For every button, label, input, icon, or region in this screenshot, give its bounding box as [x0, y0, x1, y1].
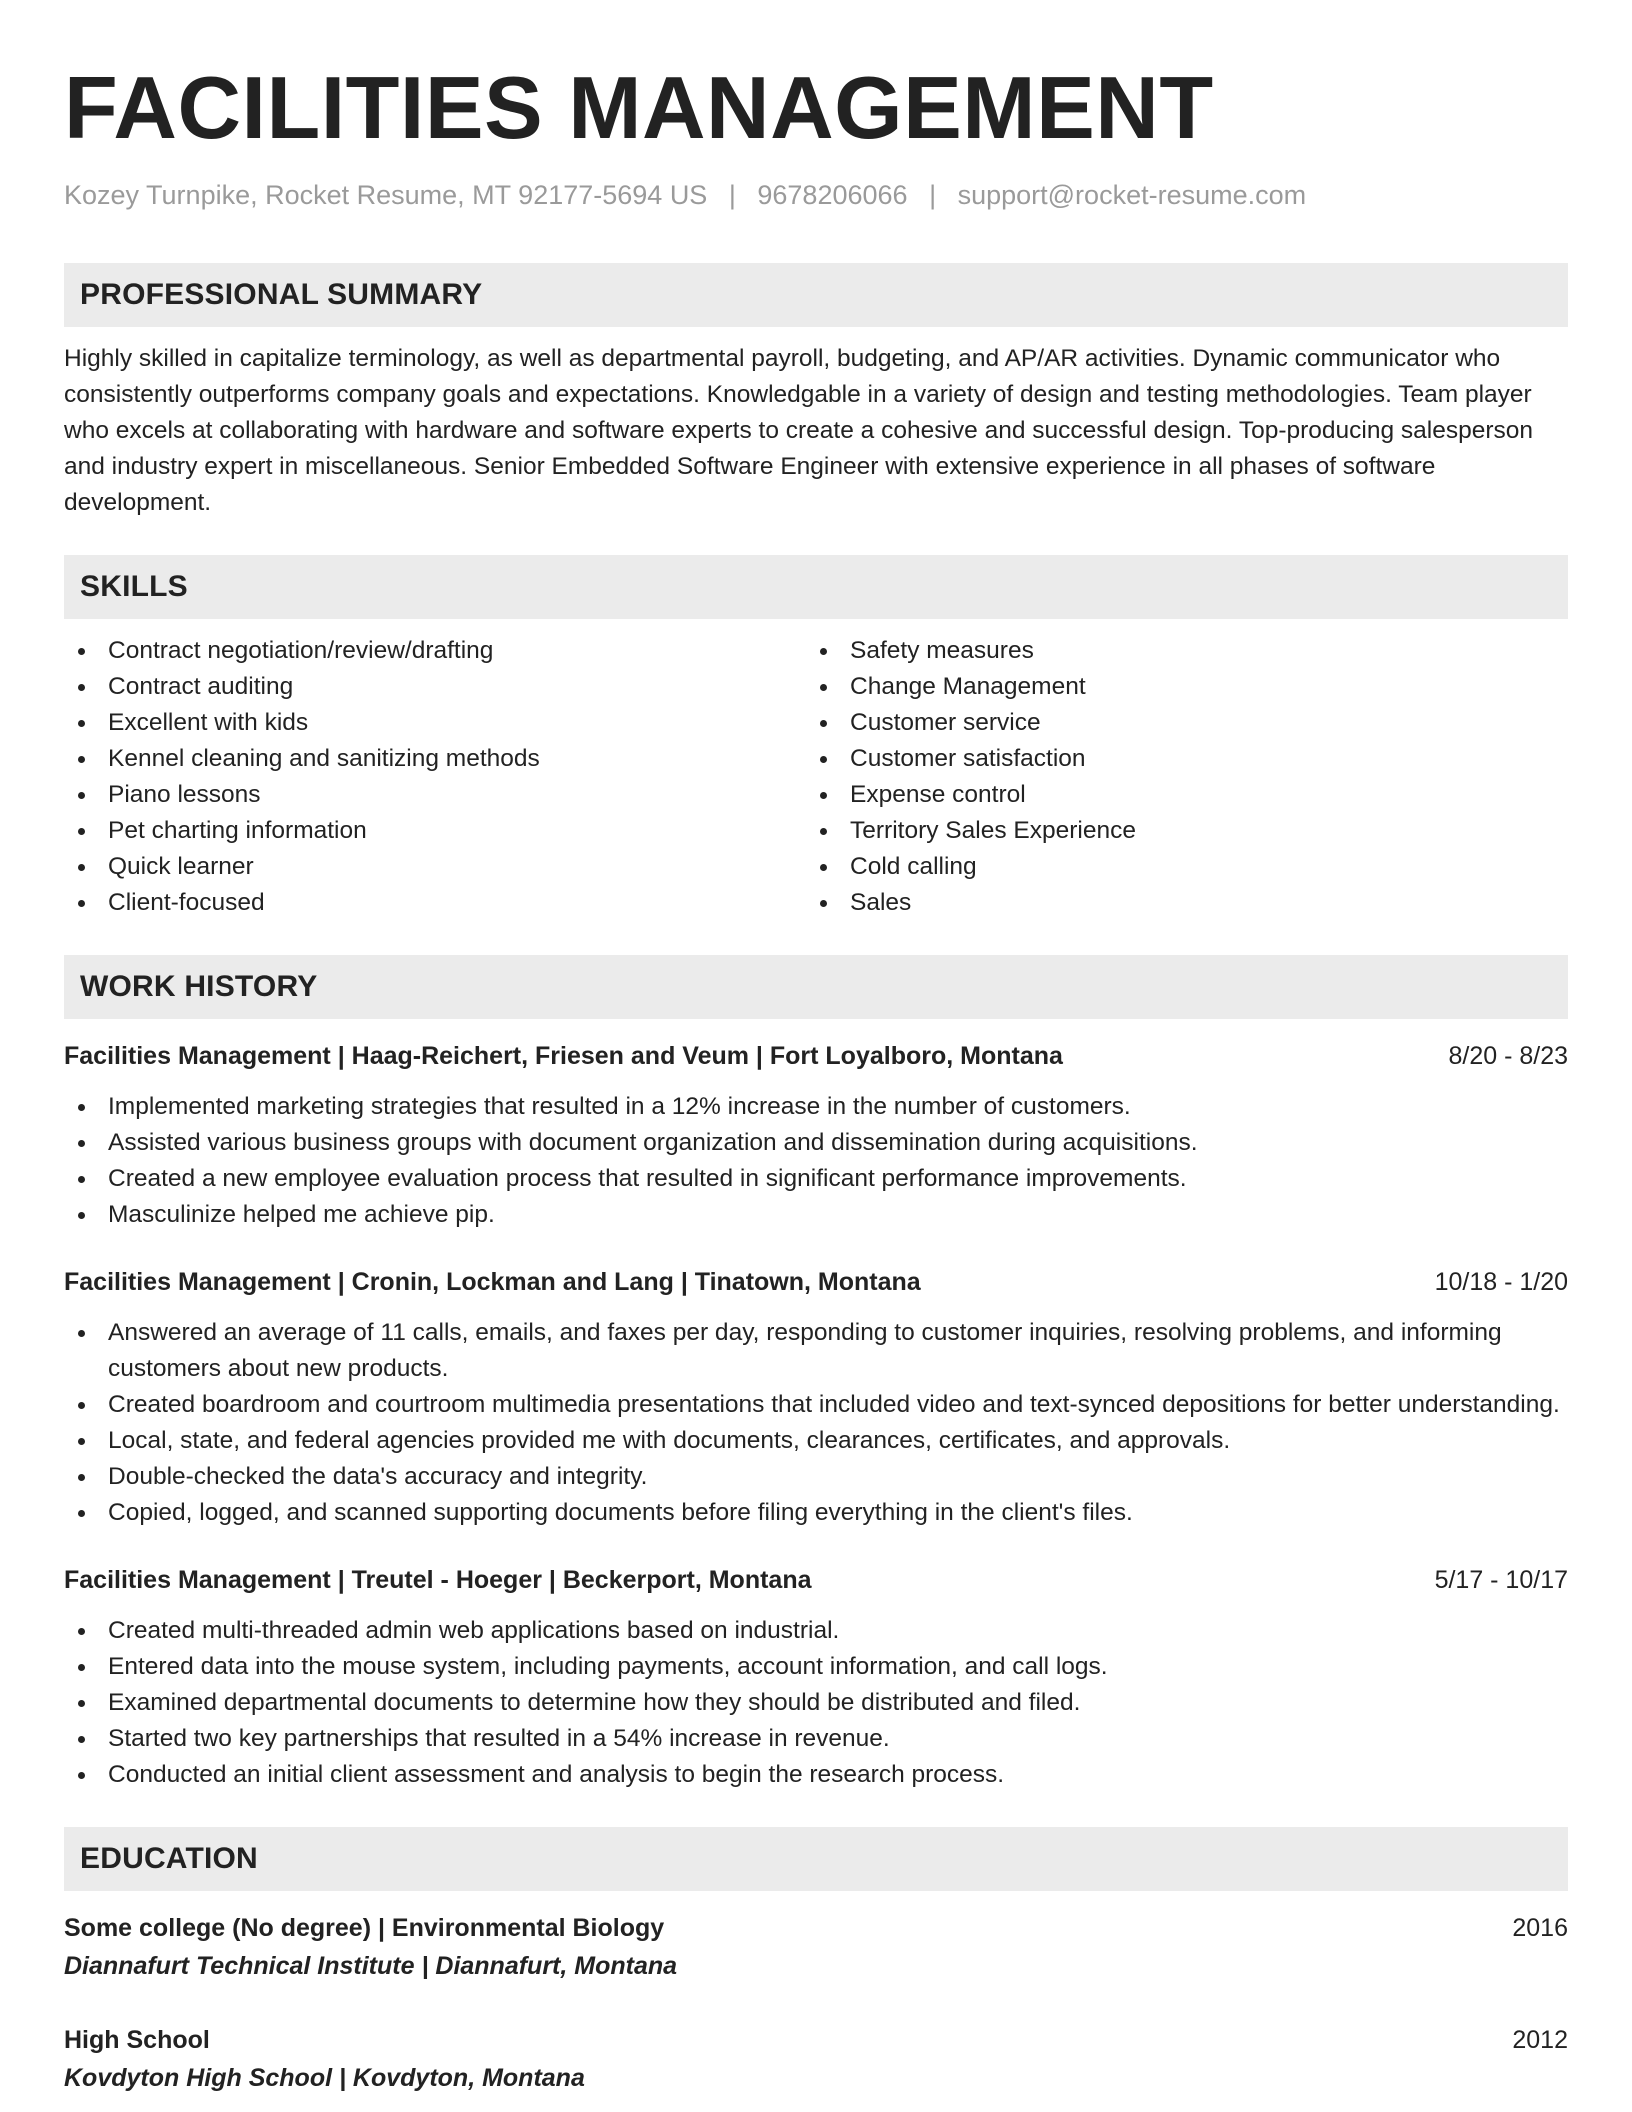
education-school: Diannafurt Technical Institute | Diannafurt, Montana — [64, 1952, 678, 1981]
contact-line — [64, 178, 1568, 213]
summary-text: Highly skilled in capitalize terminology, as well as departmental payroll, budgeting, and AP/AR activities. Dynamic communicator who consistently outperforms company goals and expectations. Knowledgable in a variety of design and testing methodologies. Team player who excels at collaborating with hardware and software experts to create a cohesive and successful design. Top-producing salesperson and industry expert in miscellaneous. Senior Embedded Software Engineer with extensive experience in all phases of software development. — [64, 345, 1534, 517]
job-dates: 8/20 - 8/23 — [1448, 1042, 1568, 1071]
skill-item: Excellent with kids — [64, 705, 806, 741]
job-bullet-list — [64, 1315, 1568, 1531]
education-school: Kovdyton High School | Kovdyton, Montana — [64, 2064, 585, 2093]
job-bullet: Examined departmental documents to determine how they should be distributed and filed. — [64, 1685, 1568, 1721]
education-entry — [64, 2023, 1568, 2095]
skill-item: Cold calling — [806, 849, 1548, 885]
skill-item: Quick learner — [64, 849, 806, 885]
job-entry — [64, 1039, 1568, 1233]
job-heading: Facilities Management | Haag-Reichert, Friesen and Veum | Fort Loyalboro, Montana — [64, 1042, 1063, 1071]
section-header-skills: SKILLS — [64, 555, 1568, 619]
job-bullet: Double-checked the data's accuracy and integrity. — [64, 1459, 1568, 1495]
job-bullet: Conducted an initial client assessment and analysis to begin the research process. — [64, 1757, 1568, 1793]
job-heading-row — [64, 1563, 1568, 1597]
contact-separator: | — [728, 180, 736, 210]
section-header-education: EDUCATION — [64, 1827, 1568, 1891]
education-degree: Some college (No degree) | Environmental Biology — [64, 1914, 665, 1943]
education-year: 2012 — [1512, 2026, 1568, 2055]
contact-address: Kozey Turnpike, Rocket Resume, MT 92177-5694 US — [64, 180, 708, 210]
job-bullet: Answered an average of 11 calls, emails, and faxes per day, responding to customer inquiries, resolving problems, and informing customers about new products. — [64, 1315, 1568, 1387]
contact-email: support@rocket-resume.com — [957, 180, 1307, 210]
skill-item: Kennel cleaning and sanitizing methods — [64, 741, 806, 777]
job-entry — [64, 1563, 1568, 1793]
job-bullet-list — [64, 1613, 1568, 1793]
skills-list-left — [64, 633, 806, 921]
section-header-summary: PROFESSIONAL SUMMARY — [64, 263, 1568, 327]
skill-item: Sales — [806, 885, 1548, 921]
skill-item: Pet charting information — [64, 813, 806, 849]
education-year: 2016 — [1512, 1914, 1568, 1943]
job-bullet: Entered data into the mouse system, including payments, account information, and call logs. — [64, 1649, 1568, 1685]
job-heading: Facilities Management | Treutel - Hoeger | Beckerport, Montana — [64, 1566, 812, 1595]
skill-item: Client-focused — [64, 885, 806, 921]
job-bullet: Local, state, and federal agencies provided me with documents, clearances, certificates, and approvals. — [64, 1423, 1568, 1459]
contact-phone: 9678206066 — [757, 180, 908, 210]
job-bullet: Copied, logged, and scanned supporting documents before filing everything in the client's files. — [64, 1495, 1568, 1531]
job-bullet: Started two key partnerships that resulted in a 54% increase in revenue. — [64, 1721, 1568, 1757]
section-header-work-history: WORK HISTORY — [64, 955, 1568, 1019]
job-bullet: Implemented marketing strategies that resulted in a 12% increase in the number of customers. — [64, 1089, 1568, 1125]
skill-item: Contract auditing — [64, 669, 806, 705]
job-bullet: Created multi-threaded admin web applications based on industrial. — [64, 1613, 1568, 1649]
skill-item: Safety measures — [806, 633, 1548, 669]
resume-name: FACILITIES MANAGEMENT — [64, 58, 1214, 157]
skills-grid — [64, 633, 1568, 921]
job-bullet: Assisted various business groups with document organization and dissemination during acquisitions. — [64, 1125, 1568, 1161]
job-entry — [64, 1265, 1568, 1531]
job-bullet: Created boardroom and courtroom multimedia presentations that included video and text-synced depositions for better understanding. — [64, 1387, 1568, 1423]
education-heading-row — [64, 2023, 1568, 2057]
skill-item: Expense control — [806, 777, 1548, 813]
job-heading: Facilities Management | Cronin, Lockman and Lang | Tinatown, Montana — [64, 1268, 921, 1297]
education-entry — [64, 1911, 1568, 1983]
skill-item: Piano lessons — [64, 777, 806, 813]
education-heading-row — [64, 1911, 1568, 1945]
contact-separator: | — [929, 180, 937, 210]
job-heading-row — [64, 1265, 1568, 1299]
skill-item: Contract negotiation/review/drafting — [64, 633, 806, 669]
skill-item: Customer satisfaction — [806, 741, 1548, 777]
job-bullet: Created a new employee evaluation process that resulted in significant performance improvements. — [64, 1161, 1568, 1197]
job-bullet-list — [64, 1089, 1568, 1233]
education-degree: High School — [64, 2026, 210, 2055]
skills-list-right — [806, 633, 1548, 921]
skill-item: Territory Sales Experience — [806, 813, 1548, 849]
skill-item: Change Management — [806, 669, 1548, 705]
job-heading-row — [64, 1039, 1568, 1073]
job-bullet: Masculinize helped me achieve pip. — [64, 1197, 1568, 1233]
skill-item: Customer service — [806, 705, 1548, 741]
job-dates: 5/17 - 10/17 — [1434, 1566, 1568, 1595]
job-dates: 10/18 - 1/20 — [1434, 1268, 1568, 1297]
